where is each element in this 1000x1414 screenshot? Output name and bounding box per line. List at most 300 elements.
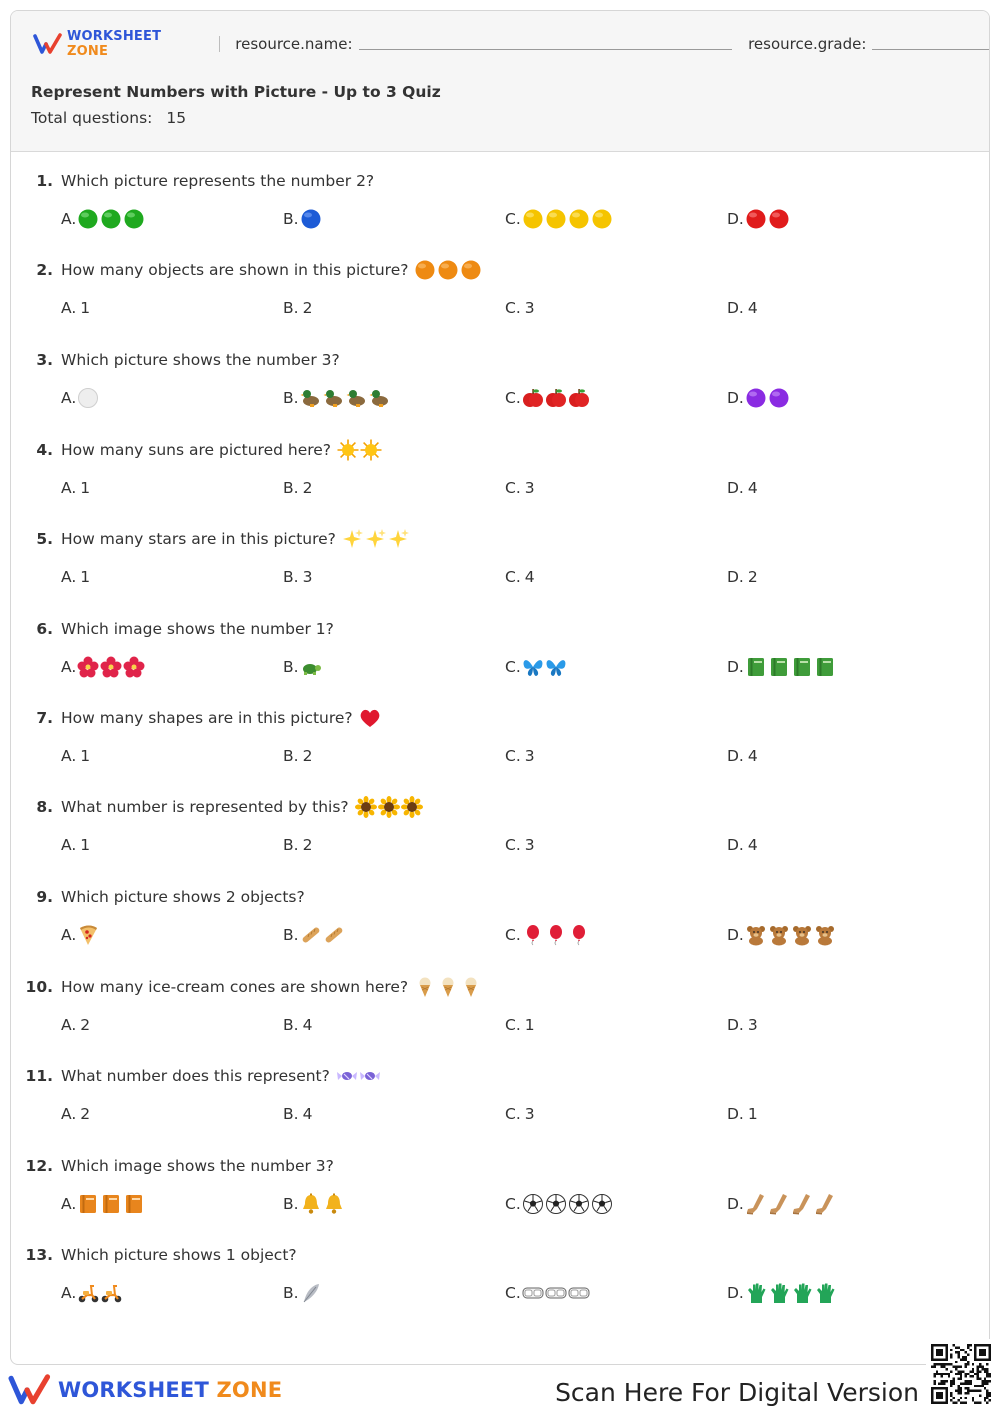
question-stem	[11, 1243, 297, 1267]
total-questions	[31, 109, 186, 127]
answer-option-a[interactable]	[61, 207, 145, 231]
option-letter: B.	[283, 479, 299, 497]
option-picture	[300, 656, 322, 678]
question-text: Which image shows the number 3?	[61, 1157, 334, 1175]
answer-option-d[interactable]	[727, 923, 836, 947]
option-letter: A.	[61, 1016, 77, 1034]
duck-icon	[300, 387, 322, 409]
leg-icon	[791, 1193, 813, 1215]
option-picture	[522, 924, 590, 946]
bell-icon	[300, 1193, 322, 1215]
red-circle-icon	[768, 208, 790, 230]
option-picture	[300, 208, 322, 230]
candy-icon	[359, 1065, 381, 1087]
option-value: 1	[80, 747, 91, 765]
option-letter: B.	[283, 836, 299, 854]
answer-option-c[interactable]	[505, 1013, 535, 1037]
hibiscus-icon	[123, 656, 145, 678]
option-value: 3	[524, 1105, 535, 1123]
apple-icon	[568, 387, 590, 409]
option-value: 1	[80, 479, 91, 497]
option-letter: B.	[283, 747, 299, 765]
option-picture	[522, 656, 567, 678]
answer-option-d[interactable]	[727, 744, 758, 768]
page-footer	[0, 1366, 1000, 1414]
heart-icon	[359, 707, 381, 729]
option-letter: A.	[61, 1195, 77, 1213]
answer-options	[11, 923, 990, 947]
option-value: 2	[80, 1016, 91, 1034]
answer-options	[11, 1102, 990, 1126]
scooter-icon	[100, 1282, 122, 1304]
orange-book-icon	[77, 1193, 99, 1215]
answer-options	[11, 386, 990, 410]
option-picture	[300, 1193, 345, 1215]
option-letter: D.	[727, 1105, 744, 1123]
option-value: 3	[524, 479, 535, 497]
footer-brand-text	[58, 1378, 282, 1402]
option-letter: A.	[61, 836, 77, 854]
glove-icon	[791, 1282, 813, 1304]
balloon-icon	[568, 924, 590, 946]
option-letter: B.	[283, 658, 299, 676]
pizza-icon	[77, 924, 99, 946]
answer-options	[11, 1013, 990, 1037]
option-letter: C.	[505, 926, 521, 944]
option-letter: A.	[61, 389, 77, 407]
question-text: Which picture shows 1 object?	[61, 1246, 297, 1264]
answer-option-d[interactable]	[727, 1102, 758, 1126]
option-picture	[77, 387, 99, 409]
answer-option-b[interactable]	[283, 744, 312, 768]
worksheetzone-logo-icon	[33, 33, 63, 55]
brand-row	[33, 29, 990, 59]
green-book-icon	[745, 656, 767, 678]
answer-option-c[interactable]	[505, 1281, 590, 1305]
worksheet-sheet	[10, 10, 990, 1365]
yellow-circle-icon	[568, 208, 590, 230]
option-letter: A.	[61, 747, 77, 765]
question-stem	[11, 706, 381, 730]
option-letter: D.	[727, 926, 744, 944]
question-text: Which picture shows 2 objects?	[61, 888, 305, 906]
question-number: 9.	[36, 888, 53, 906]
answer-option-d[interactable]	[727, 207, 790, 231]
question-number: 6.	[36, 620, 53, 638]
answer-option-c[interactable]	[505, 923, 590, 947]
answer-option-c[interactable]	[505, 476, 535, 500]
glove-icon	[745, 1282, 767, 1304]
question-picture	[355, 796, 423, 818]
question-stem	[11, 975, 482, 999]
option-letter: B.	[283, 389, 299, 407]
option-value: 3	[524, 299, 535, 317]
candy-icon	[336, 1065, 358, 1087]
green-circle-icon	[123, 208, 145, 230]
option-value: 1	[80, 836, 91, 854]
purple-circle-icon	[768, 387, 790, 409]
answer-options	[11, 744, 990, 768]
option-letter: B.	[283, 210, 299, 228]
option-picture	[745, 656, 836, 678]
orange-book-icon	[100, 1193, 122, 1215]
question-number: 10.	[25, 978, 53, 996]
question-number: 4.	[36, 441, 53, 459]
question-number: 2.	[36, 261, 53, 279]
question-stem	[11, 617, 334, 641]
question-stem	[11, 527, 410, 551]
option-letter: A.	[61, 210, 77, 228]
brand-secondary: ZONE	[67, 44, 109, 59]
leg-icon	[745, 1193, 767, 1215]
option-letter: D.	[727, 1284, 744, 1302]
answer-option-b[interactable]	[283, 565, 312, 589]
answer-option-d[interactable]	[727, 833, 758, 857]
question-stem	[11, 885, 305, 909]
footer-brand-primary: WORKSHEET	[58, 1378, 209, 1402]
question-number: 13.	[25, 1246, 53, 1264]
option-letter: C.	[505, 1105, 521, 1123]
answer-option-b[interactable]	[283, 207, 322, 231]
leg-icon	[768, 1193, 790, 1215]
bell-icon	[323, 1193, 345, 1215]
answer-option-d[interactable]	[727, 1281, 836, 1305]
answer-option-b[interactable]	[283, 1102, 312, 1126]
answer-option-a[interactable]	[61, 923, 99, 947]
option-letter: C.	[505, 568, 521, 586]
answer-option-d[interactable]	[727, 565, 758, 589]
sunflower-icon	[378, 796, 400, 818]
total-questions-label: Total questions:	[31, 109, 153, 127]
option-letter: D.	[727, 568, 744, 586]
question-number: 1.	[36, 172, 53, 190]
question-number: 5.	[36, 530, 53, 548]
option-letter: B.	[283, 1105, 299, 1123]
option-letter: B.	[283, 1016, 299, 1034]
answer-option-c[interactable]	[505, 1192, 613, 1216]
question-number: 7.	[36, 709, 53, 727]
option-value: 1	[80, 568, 91, 586]
question-stem	[11, 795, 423, 819]
option-letter: B.	[283, 926, 299, 944]
question-text: How many shapes are in this picture?	[61, 709, 353, 727]
question-picture	[359, 707, 381, 729]
orange-circle-icon	[414, 259, 436, 281]
answer-option-a[interactable]	[61, 1102, 90, 1126]
answer-options	[11, 565, 990, 589]
option-picture	[300, 1282, 322, 1304]
question-text: What number does this represent?	[61, 1067, 330, 1085]
option-letter: A.	[61, 568, 77, 586]
question-number: 12.	[25, 1157, 53, 1175]
ice-cream-icon	[437, 976, 459, 998]
option-letter: A.	[61, 1105, 77, 1123]
answer-option-c[interactable]	[505, 565, 535, 589]
answer-option-a[interactable]	[61, 1281, 122, 1305]
answer-option-d[interactable]	[727, 1192, 836, 1216]
teddy-bear-icon	[814, 924, 836, 946]
brand-logo-text	[67, 29, 205, 59]
option-value: 4	[302, 1016, 313, 1034]
option-letter: C.	[505, 658, 521, 676]
baguette-icon	[323, 924, 345, 946]
soccer-ball-icon	[522, 1193, 544, 1215]
option-letter: C.	[505, 299, 521, 317]
option-value: 2	[80, 1105, 91, 1123]
answer-option-d[interactable]	[727, 386, 790, 410]
feather-icon	[300, 1282, 322, 1304]
option-picture	[745, 1282, 836, 1304]
yellow-circle-icon	[591, 208, 613, 230]
apple-icon	[522, 387, 544, 409]
sparkles-icon	[388, 528, 410, 550]
option-value: 1	[524, 1016, 535, 1034]
answer-option-b[interactable]	[283, 386, 391, 410]
goggles-icon	[568, 1282, 590, 1304]
answer-options	[11, 296, 990, 320]
scan-instruction: Scan Here For Digital Version	[555, 1378, 919, 1407]
answer-options	[11, 1281, 990, 1305]
answer-option-b[interactable]	[283, 655, 322, 679]
option-value: 2	[302, 747, 313, 765]
answer-option-b[interactable]	[283, 1013, 312, 1037]
answer-option-a[interactable]	[61, 565, 90, 589]
question-text: Which picture shows the number 3?	[61, 351, 340, 369]
option-letter: B.	[283, 1195, 299, 1213]
question-text: How many ice-cream cones are shown here?	[61, 978, 409, 996]
option-letter: D.	[727, 479, 744, 497]
question-picture	[337, 439, 382, 461]
duck-icon	[346, 387, 368, 409]
option-picture	[745, 208, 790, 230]
option-picture	[522, 1193, 613, 1215]
resource-name-field[interactable]	[359, 49, 733, 50]
worksheetzone-logo-icon	[8, 1374, 52, 1406]
sun-icon	[360, 439, 382, 461]
balloon-icon	[545, 924, 567, 946]
option-letter: A.	[61, 1284, 77, 1302]
question-text: How many objects are shown in this picture?	[61, 261, 409, 279]
question-text: How many suns are pictured here?	[61, 441, 332, 459]
yellow-circle-icon	[522, 208, 544, 230]
question-stem	[11, 169, 374, 193]
option-letter: D.	[727, 210, 744, 228]
option-letter: C.	[505, 1016, 521, 1034]
question-stem	[11, 348, 340, 372]
option-value: 4	[524, 568, 535, 586]
answer-option-b[interactable]	[283, 923, 345, 947]
question-number: 3.	[36, 351, 53, 369]
footer-brand-secondary: ZONE	[216, 1378, 283, 1402]
option-letter: D.	[727, 1195, 744, 1213]
question-picture	[336, 1065, 381, 1087]
option-picture	[77, 208, 145, 230]
yellow-circle-icon	[545, 208, 567, 230]
butterfly-icon	[545, 656, 567, 678]
option-value: 3	[524, 836, 535, 854]
sunflower-icon	[401, 796, 423, 818]
qr-code-icon[interactable]	[926, 1339, 996, 1409]
question-text: Which picture represents the number 2?	[61, 172, 375, 190]
resource-name-label: resource.name:	[235, 35, 353, 53]
option-letter: D.	[727, 658, 744, 676]
option-picture	[522, 208, 613, 230]
answer-option-d[interactable]	[727, 1013, 758, 1037]
option-letter: D.	[727, 299, 744, 317]
option-value: 3	[302, 568, 313, 586]
teddy-bear-icon	[768, 924, 790, 946]
option-letter: C.	[505, 210, 521, 228]
sparkles-icon	[342, 528, 364, 550]
answer-option-a[interactable]	[61, 386, 99, 410]
ice-cream-icon	[414, 976, 436, 998]
orange-book-icon	[123, 1193, 145, 1215]
answer-option-b[interactable]	[283, 1281, 322, 1305]
option-letter: B.	[283, 299, 299, 317]
option-picture	[77, 1282, 122, 1304]
option-picture	[745, 924, 836, 946]
answer-option-a[interactable]	[61, 833, 90, 857]
green-book-icon	[768, 656, 790, 678]
option-picture	[300, 387, 391, 409]
leg-icon	[814, 1193, 836, 1215]
answer-option-d[interactable]	[727, 476, 758, 500]
question-stem	[11, 258, 482, 282]
question-picture	[414, 259, 482, 281]
resource-grade-label: resource.grade:	[748, 35, 867, 53]
answer-option-a[interactable]	[61, 1192, 145, 1216]
answer-option-b[interactable]	[283, 296, 312, 320]
option-letter: A.	[61, 299, 77, 317]
hibiscus-icon	[100, 656, 122, 678]
question-stem	[11, 438, 382, 462]
answer-option-c[interactable]	[505, 1102, 535, 1126]
option-letter: D.	[727, 747, 744, 765]
answer-option-d[interactable]	[727, 296, 758, 320]
footer-logo	[8, 1374, 282, 1406]
option-picture	[522, 1282, 590, 1304]
option-letter: A.	[61, 658, 77, 676]
option-picture	[77, 1193, 145, 1215]
option-letter: D.	[727, 1016, 744, 1034]
option-value: 2	[747, 568, 758, 586]
option-value: 1	[80, 299, 91, 317]
answer-option-a[interactable]	[61, 1013, 90, 1037]
option-value: 1	[747, 1105, 758, 1123]
green-book-icon	[814, 656, 836, 678]
option-value: 3	[524, 747, 535, 765]
answer-option-d[interactable]	[727, 655, 836, 679]
option-picture	[745, 387, 790, 409]
apple-icon	[545, 387, 567, 409]
answer-options	[11, 1192, 990, 1216]
green-circle-icon	[100, 208, 122, 230]
butterfly-icon	[522, 656, 544, 678]
option-value: 3	[747, 1016, 758, 1034]
answer-option-b[interactable]	[283, 1192, 345, 1216]
soccer-ball-icon	[545, 1193, 567, 1215]
option-value: 2	[302, 479, 313, 497]
question-stem	[11, 1064, 381, 1088]
answer-option-a[interactable]	[61, 744, 90, 768]
option-value: 4	[747, 747, 758, 765]
option-letter: C.	[505, 836, 521, 854]
red-circle-icon	[745, 208, 767, 230]
option-letter: B.	[283, 1284, 299, 1302]
question-number: 8.	[36, 798, 53, 816]
answer-option-c[interactable]	[505, 655, 567, 679]
blue-circle-icon	[300, 208, 322, 230]
worksheet-header	[11, 11, 989, 152]
green-circle-icon	[77, 208, 99, 230]
answer-option-c[interactable]	[505, 207, 613, 231]
option-letter: C.	[505, 1284, 521, 1302]
option-value: 4	[302, 1105, 313, 1123]
duck-icon	[369, 387, 391, 409]
answer-option-c[interactable]	[505, 833, 535, 857]
question-text: How many stars are in this picture?	[61, 530, 336, 548]
option-letter: D.	[727, 836, 744, 854]
option-letter: D.	[727, 389, 744, 407]
scooter-icon	[77, 1282, 99, 1304]
question-picture	[414, 976, 482, 998]
answer-option-c[interactable]	[505, 296, 535, 320]
teddy-bear-icon	[745, 924, 767, 946]
answer-option-a[interactable]	[61, 296, 90, 320]
answer-option-a[interactable]	[61, 655, 145, 679]
sun-icon	[337, 439, 359, 461]
turtle-icon	[300, 656, 322, 678]
option-picture	[300, 924, 345, 946]
option-letter: C.	[505, 389, 521, 407]
soccer-ball-icon	[568, 1193, 590, 1215]
glove-icon	[814, 1282, 836, 1304]
question-text: What number is represented by this?	[61, 798, 349, 816]
option-picture	[522, 387, 590, 409]
total-questions-value: 15	[166, 109, 187, 127]
purple-circle-icon	[745, 387, 767, 409]
teddy-bear-icon	[791, 924, 813, 946]
option-value: 4	[747, 836, 758, 854]
white-circle-icon	[77, 387, 99, 409]
answer-option-a[interactable]	[61, 476, 90, 500]
orange-circle-icon	[460, 259, 482, 281]
goggles-icon	[545, 1282, 567, 1304]
soccer-ball-icon	[591, 1193, 613, 1215]
option-value: 2	[302, 299, 313, 317]
answer-options	[11, 833, 990, 857]
hibiscus-icon	[77, 656, 99, 678]
answer-option-b[interactable]	[283, 833, 312, 857]
option-picture	[77, 656, 145, 678]
answer-options	[11, 207, 990, 231]
answer-option-b[interactable]	[283, 476, 312, 500]
orange-circle-icon	[437, 259, 459, 281]
ice-cream-icon	[460, 976, 482, 998]
green-book-icon	[791, 656, 813, 678]
answer-option-c[interactable]	[505, 386, 590, 410]
option-value: 4	[747, 479, 758, 497]
answer-option-c[interactable]	[505, 744, 535, 768]
brand-primary: WORKSHEET	[67, 29, 162, 44]
question-number: 11.	[25, 1067, 53, 1085]
option-value: 4	[747, 299, 758, 317]
question-picture	[342, 528, 410, 550]
resource-grade-field[interactable]	[872, 49, 990, 50]
header-divider	[219, 36, 220, 52]
option-value: 2	[302, 836, 313, 854]
answer-options	[11, 476, 990, 500]
